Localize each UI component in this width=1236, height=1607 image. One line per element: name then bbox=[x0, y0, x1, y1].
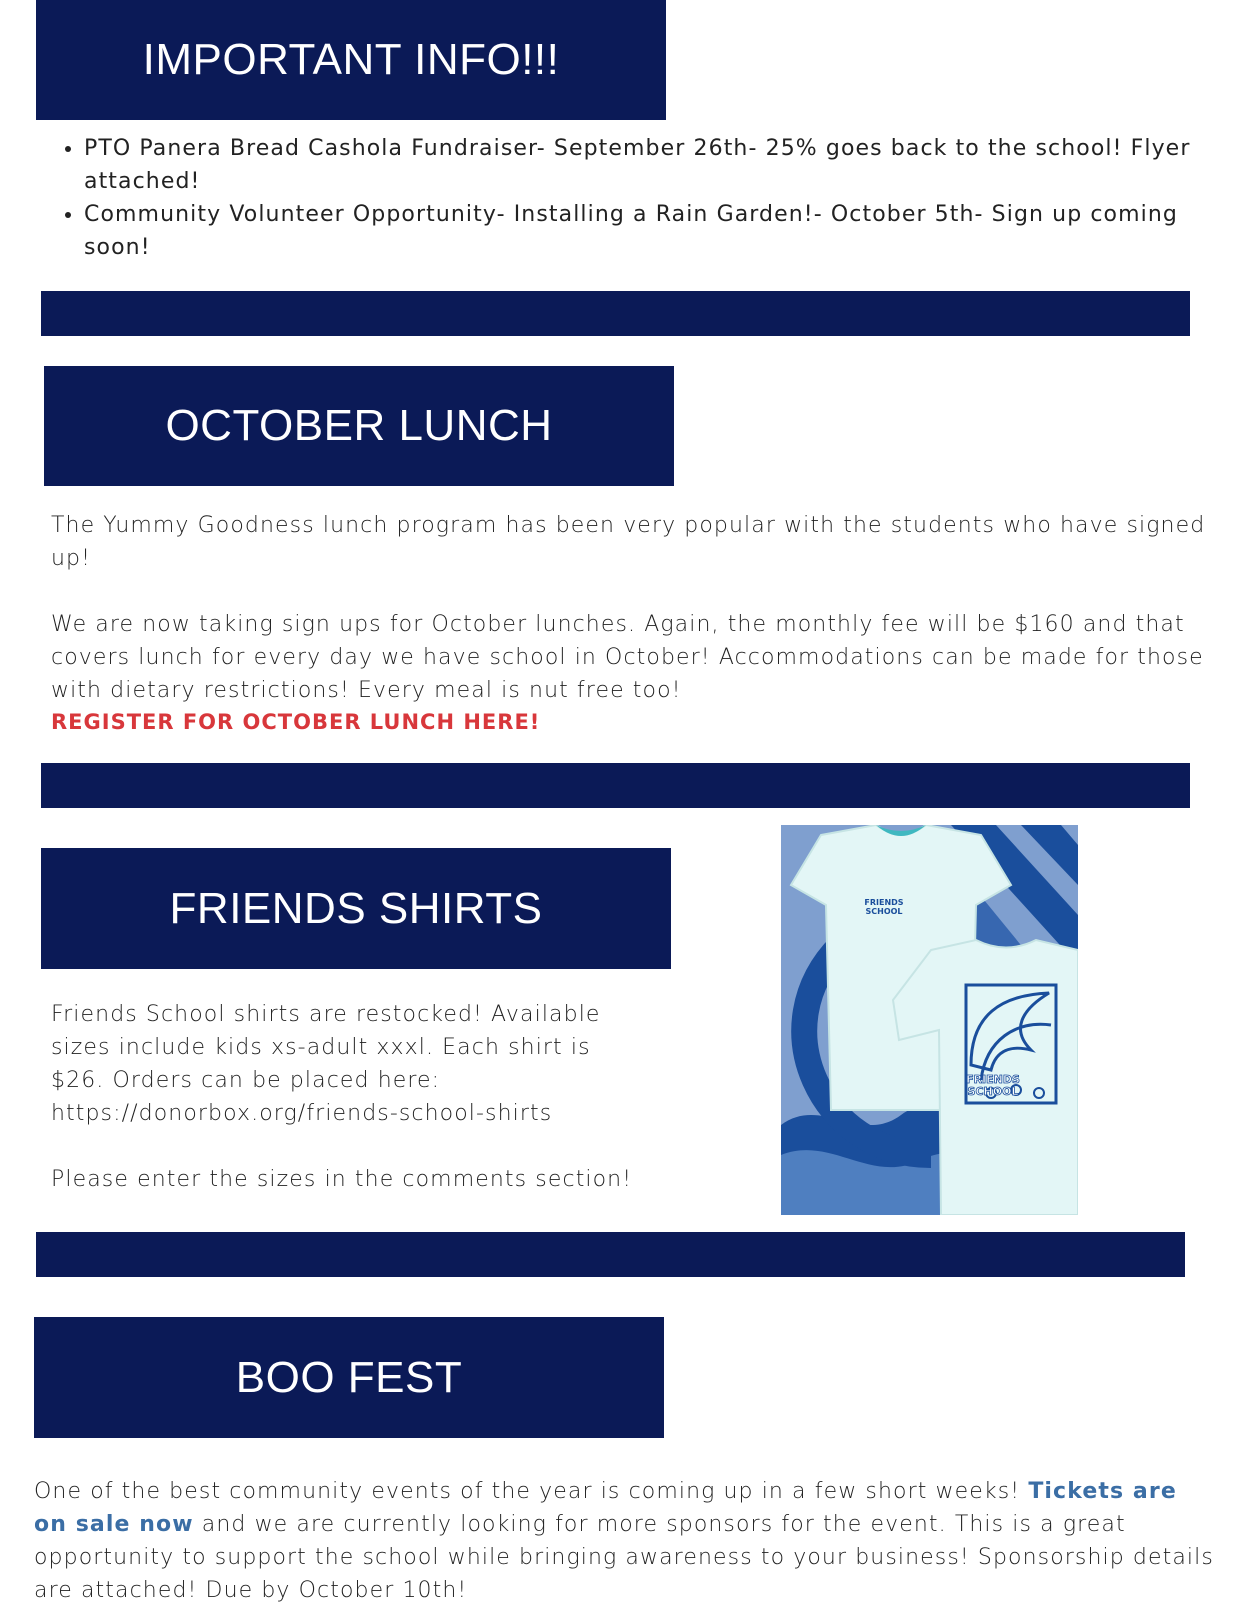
section-divider bbox=[41, 291, 1190, 336]
section-divider bbox=[36, 1232, 1185, 1277]
svg-text:SCHOOL: SCHOOL bbox=[967, 1085, 1019, 1098]
friends-shirts-heading bbox=[41, 848, 671, 969]
shirts-paragraph-1: Friends School shirts are restocked! Available sizes include kids xs-adult xxxl. Each shirt is $26. Orders can be placed here: https://donorbox.org/friends-school-shirts bbox=[51, 1002, 601, 1126]
svg-text:FRIENDS: FRIENDS bbox=[966, 1073, 1020, 1086]
boo-fest-body bbox=[34, 1475, 1214, 1607]
svg-text:FRIENDS: FRIENDS bbox=[864, 898, 904, 907]
lunch-paragraph-1: The Yummy Goodness lunch program has been very popular with the students who have signed up! bbox=[51, 513, 1206, 571]
boo-fest-text-after: and we are currently looking for more sponsors for the event. This is a great opportunity to support the school while bringing awareness to your business! Sponsorship details are attached! Due by October 10th! bbox=[34, 1512, 1214, 1603]
shirts-paragraph-2: Please enter the sizes in the comments section! bbox=[51, 1167, 633, 1192]
october-lunch-body bbox=[51, 509, 1226, 707]
october-lunch-heading-text: OCTOBER LUNCH bbox=[165, 401, 553, 450]
list-item: • Community Volunteer Opportunity- Installing a Rain Garden!- October 5th- Sign up coming soon! bbox=[84, 198, 1234, 264]
tickets-on-sale-link[interactable]: Tickets are on sale now bbox=[34, 1479, 1177, 1537]
friends-shirts-image bbox=[781, 825, 1078, 1215]
lunch-paragraph-2: We are now taking sign ups for October lunches. Again, the monthly fee will be $160 and that covers lunch for every day we have school in October! Accommodations can be made for those with dietary restrictions! Every meal is nut free too! bbox=[51, 612, 1204, 703]
list-item: • PTO Panera Bread Cashola Fundraiser- September 26th- 25% goes back to the school! Flyer attached! bbox=[84, 132, 1234, 198]
important-info-heading-text: IMPORTANT INFO!!! bbox=[142, 35, 560, 84]
boo-fest-heading bbox=[34, 1317, 664, 1438]
important-info-list bbox=[48, 132, 1234, 264]
important-info-heading bbox=[36, 0, 666, 120]
october-lunch-heading bbox=[44, 366, 674, 486]
boo-fest-heading-text: BOO FEST bbox=[235, 1352, 463, 1402]
register-october-lunch-link[interactable]: REGISTER FOR OCTOBER LUNCH HERE! bbox=[51, 710, 541, 734]
svg-text:SCHOOL: SCHOOL bbox=[865, 907, 903, 916]
friends-shirts-heading-text: FRIENDS SHIRTS bbox=[169, 883, 543, 933]
section-divider bbox=[41, 763, 1190, 808]
friends-shirts-body bbox=[51, 998, 651, 1196]
boo-fest-text-before: One of the best community events of the year is coming up in a few short weeks! bbox=[34, 1479, 1029, 1504]
